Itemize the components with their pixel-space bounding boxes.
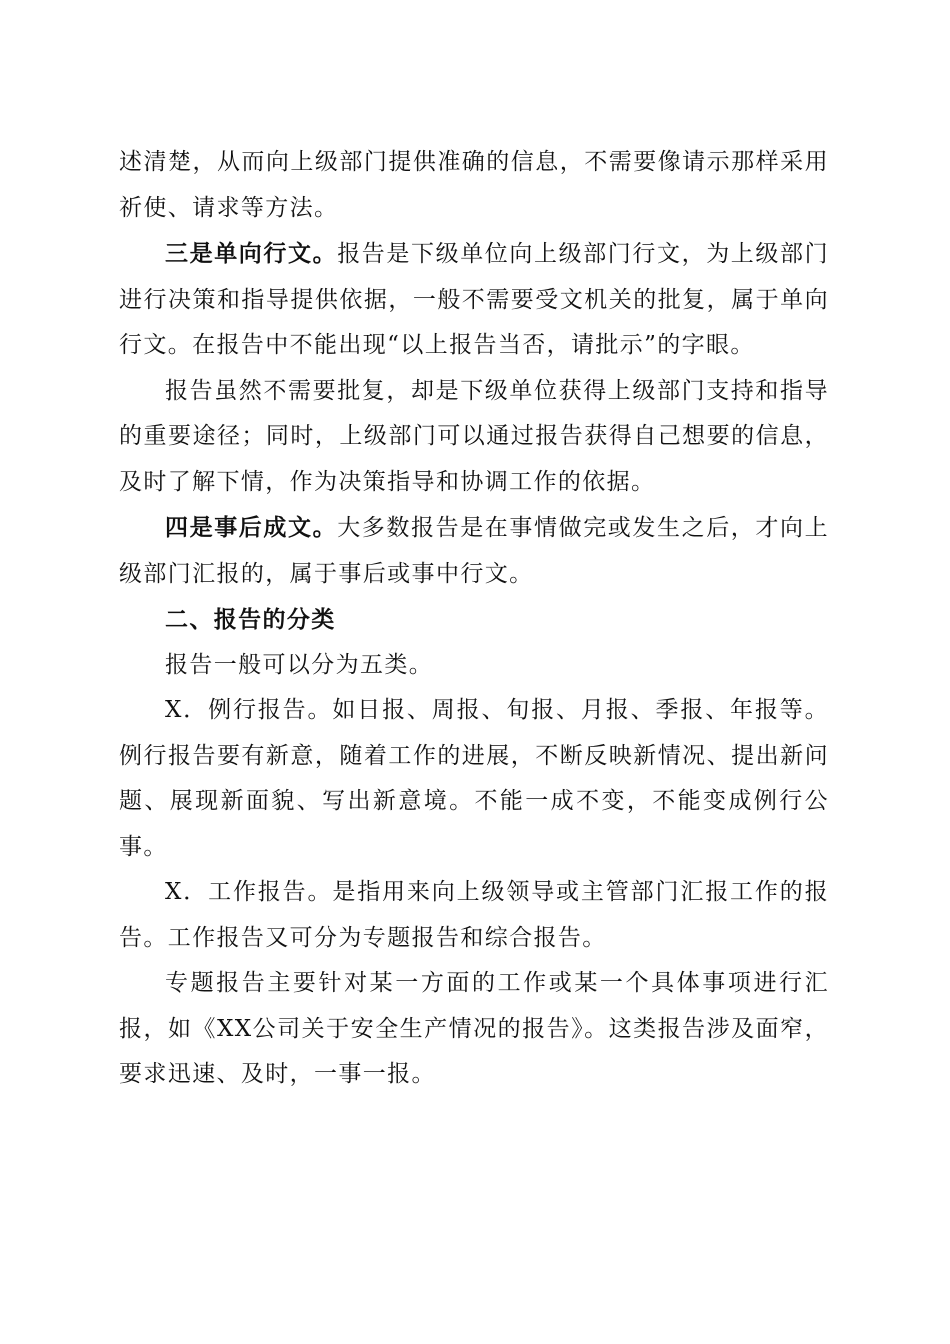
- paragraph-five-types: 报告一般可以分为五类。: [165, 651, 434, 678]
- section-heading-classification: 二、报告的分类: [165, 606, 336, 633]
- document-page: [119, 140, 829, 1098]
- paragraph-special-report: 专题报告主要针对某一方面的工作或某一个具体事项进行汇报，如《XX公司关于安全生产情况的报告》。这类报告涉及面窄，要求迅速、及时，一事一报。: [119, 970, 829, 1087]
- paragraph-body-one-way: 报告是下级单位向上级部门行文，为上级部门进行决策和指导提供依据，一般不需要受文机关的批复，属于单向行文。在报告中不能出现“以上报告当否，请批示”的字眼。: [119, 241, 829, 358]
- paragraph-lead-one-way: 三是单向行文。: [165, 240, 338, 267]
- paragraph-continuation: 述清楚，从而向上级部门提供准确的信息，不需要像请示那样采用祈使、请求等方法。: [119, 149, 829, 221]
- paragraph-work-report: X．工作报告。是指用来向上级领导或主管部门汇报工作的报告。工作报告又可分为专题报告和综合报告。: [119, 879, 829, 951]
- paragraph-routine-report: X．例行报告。如日报、周报、旬报、月报、季报、年报等。例行报告要有新意，随着工作的进展，不断反映新情况、提出新问题、展现新面貌、写出新意境。不能一成不变，不能变成例行公事。: [119, 697, 829, 860]
- paragraph-reply-not-needed: 报告虽然不需要批复，却是下级单位获得上级部门支持和指导的重要途径；同时，上级部门可以通过报告获得自己想要的信息，及时了解下情，作为决策指导和协调工作的依据。: [119, 377, 829, 495]
- paragraph-body-after-event: 大多数报告是在事情做完或发生之后，才向上级部门汇报的，属于事后或事中行文。: [119, 515, 829, 587]
- paragraph-after-event: [119, 505, 829, 597]
- paragraph-lead-after-event: 四是事后成文。: [165, 514, 338, 541]
- paragraph-one-way-document: [119, 231, 829, 369]
